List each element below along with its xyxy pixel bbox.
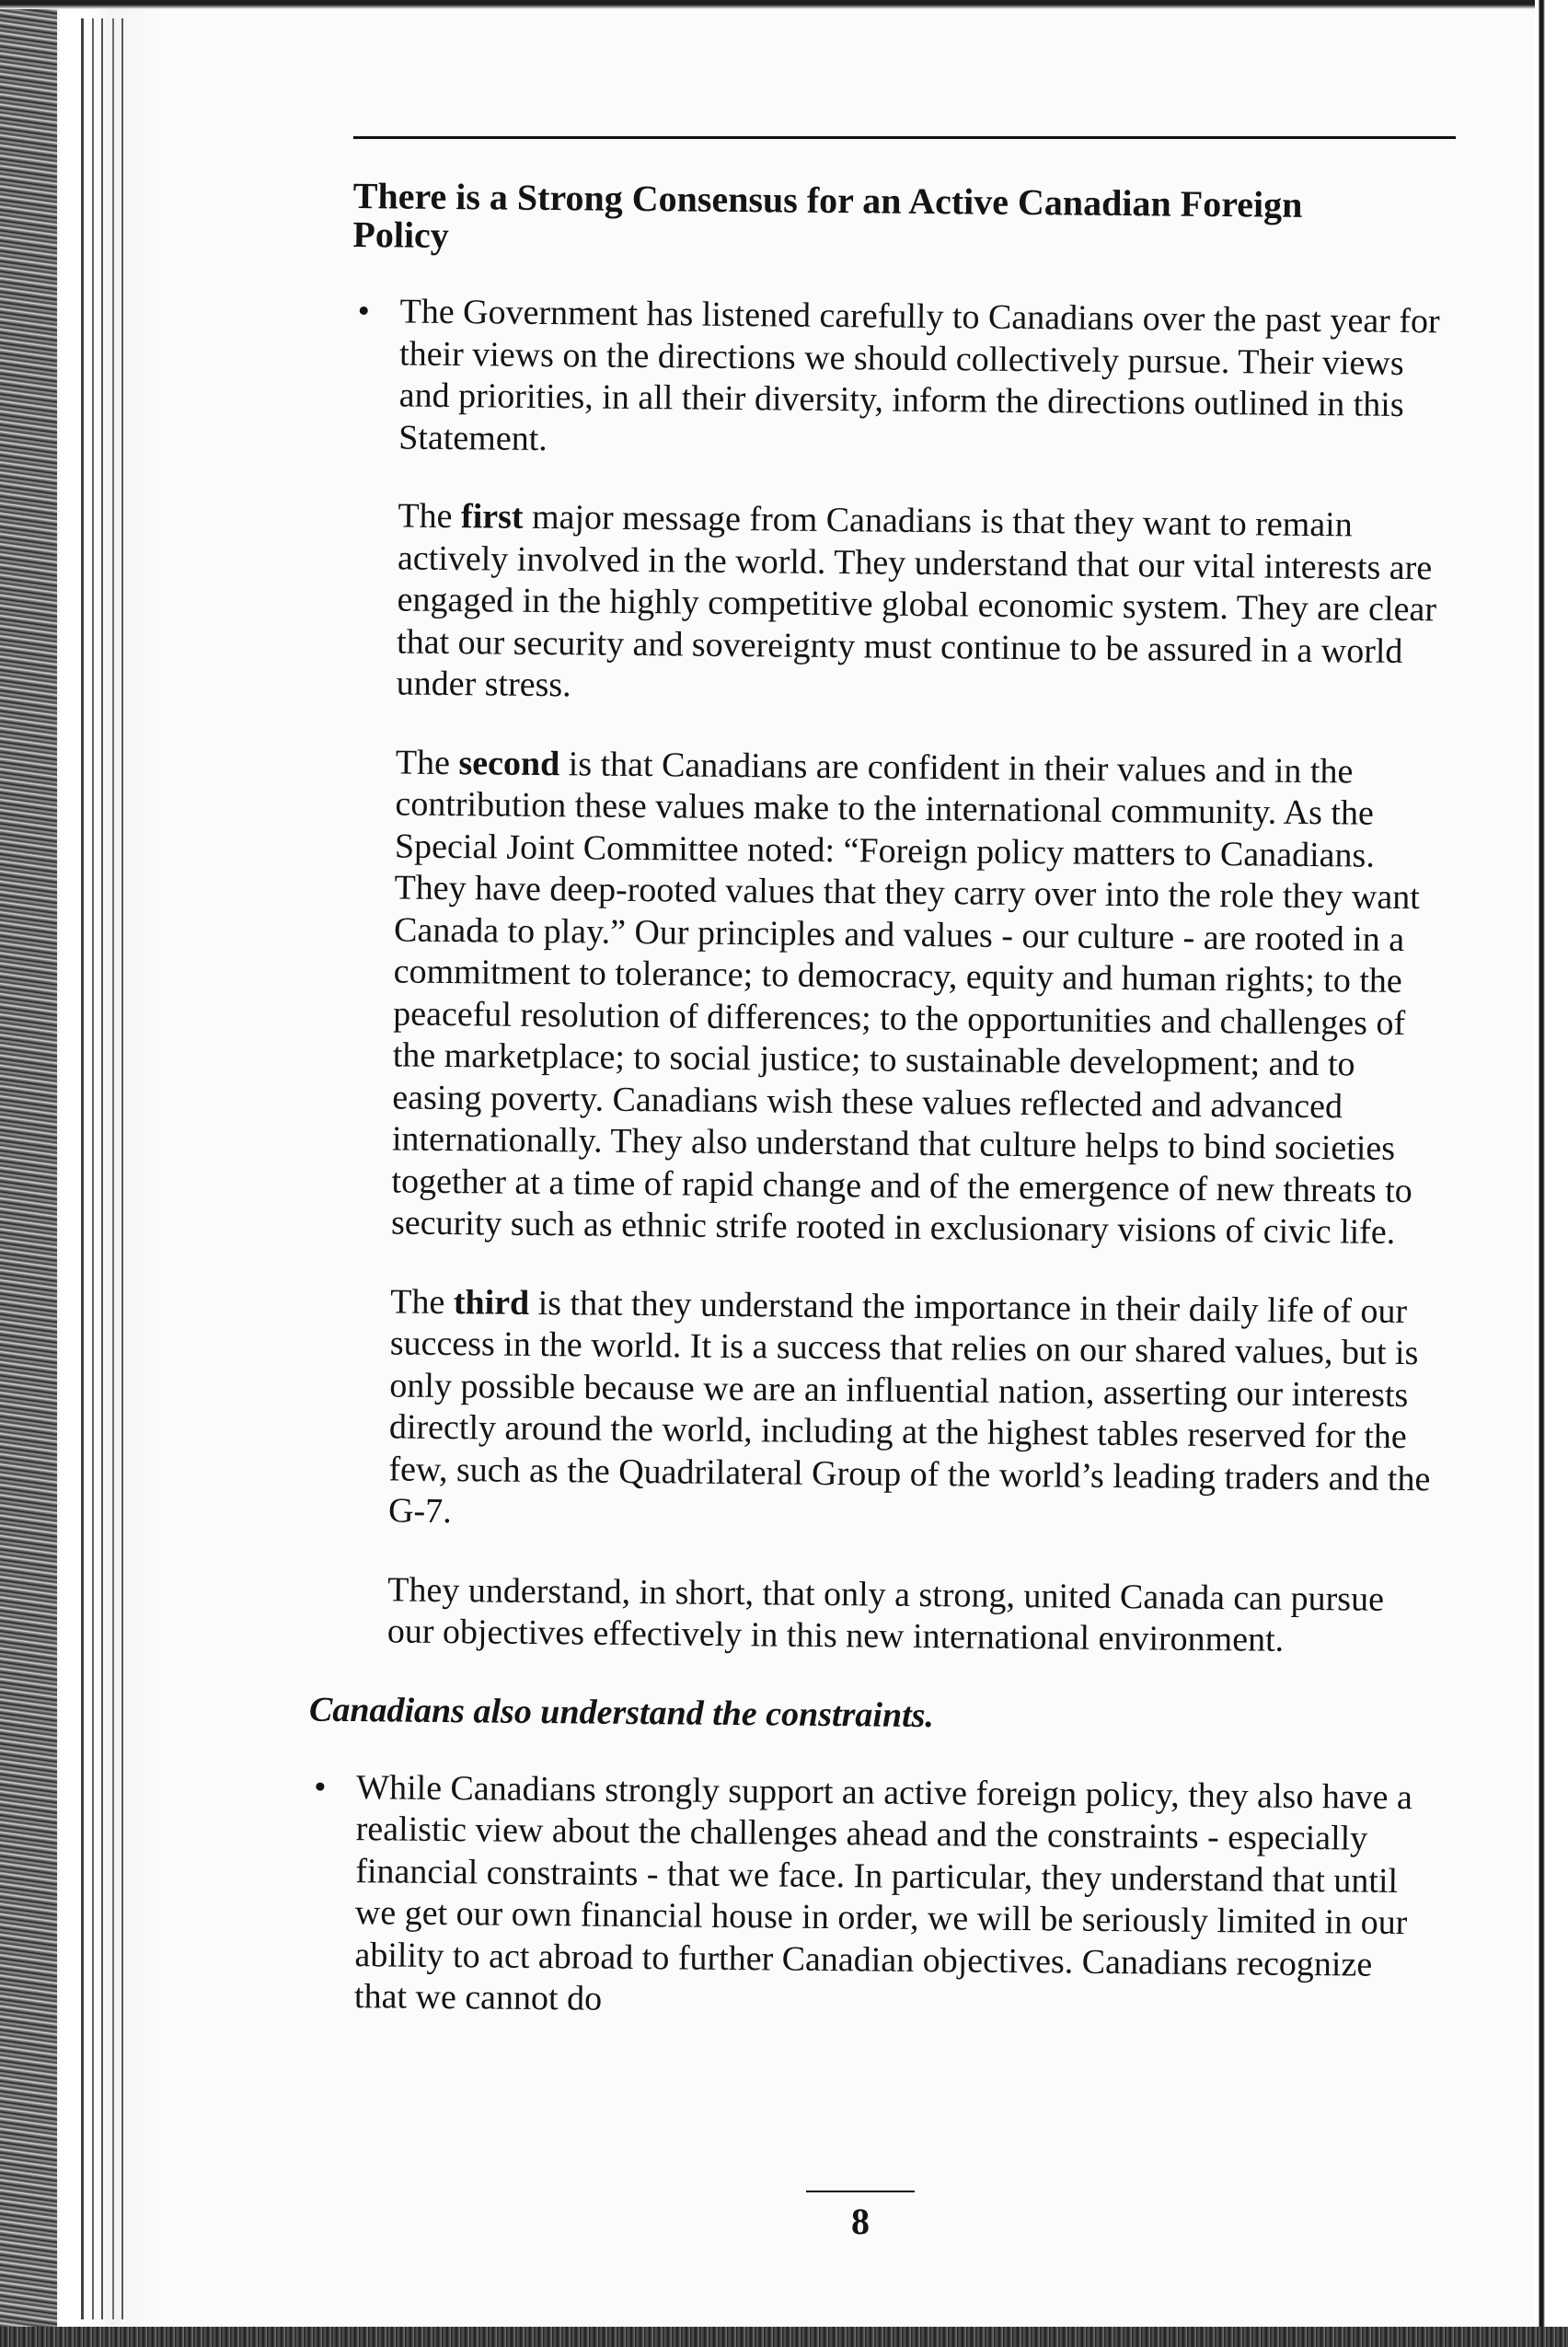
page-number: 8 — [851, 2201, 870, 2242]
page-content — [308, 175, 1448, 2065]
section-subheading: Canadians also understand the constraints. — [308, 1690, 935, 1735]
bullet-icon: • — [314, 1767, 327, 1807]
paragraph-lead: The — [395, 742, 451, 782]
footer-rule — [806, 2191, 915, 2192]
paragraph-lead: The — [390, 1281, 445, 1322]
scan-bottom-border — [0, 2327, 1568, 2347]
paragraph-first — [348, 495, 1445, 715]
paragraph-text: is that Canadians are confident in their values and in the contribution these values make to the international community. As the Special Joint Committee noted: “Foreign policy matters to Canadians. They have deep-rooted values that they carry over into the role they want Canada to play.” Our principles and values - our culture - are rooted in a commitment to tolerance; to democracy, equity and human rights; to the peaceful resolution of differences; to the opportunities and challenges of the marketplace; to social justice; to sustainable development; and to easing poverty. Canadians wish these values reflected and advanced internationally. They also understand that culture helps to bind societies together at a time of rapid change and of the emergence of new threats to security such as ethnic strife rooted in exclusionary visions of civic life. — [390, 744, 1420, 1252]
section-heading: There is a Strong Consensus for an Active Canadian Foreign Policy — [352, 175, 1303, 256]
bullet-icon: • — [357, 292, 371, 331]
paragraph-text: is that they understand the importance in their daily life of our success in the world. It is a success that relies on our shared values, but is only possible because we are an influential nation, asserting our interests directly around the world, including at the highest tables reserved for the few, such as the Quadrilateral Group of the world’s leading traders and the G-7. — [387, 1283, 1431, 1532]
paragraph-third — [340, 1280, 1438, 1542]
bullet-text: While Canadians strongly support an active foreign policy, they also have a realistic view about the challenges ahead and the constraints - especially financial constraints - that we face. In particular, they understand that until we get our own financial house in order, we will be seriously limited in our ability to act abroad to further Canadian objectives. Canadians recognize that we cannot do — [353, 1767, 1413, 2018]
page-edge-lines — [64, 18, 147, 2319]
scan-right-border — [1535, 0, 1568, 2347]
book-spine — [0, 0, 57, 2347]
bullet-item — [306, 1766, 1434, 2029]
paragraph-text: major message from Canadians is that they want to remain actively involved in the world. They understand that our vital interests are engaged in the highly competitive global economic system. They are clear that our security and sovereignty must continue to be assured in a world under stress. — [396, 497, 1437, 705]
bullet-item — [351, 291, 1447, 468]
paragraph-keyword: first — [460, 497, 524, 537]
bullet-text: The Government has listened carefully to Canadians over the past year for their views on the directions we should collectively pursue. Their views and priorities, in all their diversity, inform the directions outlined in this Statement. — [398, 292, 1440, 458]
paragraph-second — [343, 741, 1443, 1254]
paragraph-keyword: second — [458, 743, 560, 783]
paragraph-fourth: They understand, in short, that only a strong, united Canada can pursue our objectives effectively in this new international environment. — [386, 1569, 1385, 1659]
paragraph-lead: The — [398, 496, 453, 537]
paragraph-keyword: third — [453, 1282, 530, 1323]
header-rule — [353, 136, 1456, 139]
scan-top-border — [0, 0, 1568, 9]
